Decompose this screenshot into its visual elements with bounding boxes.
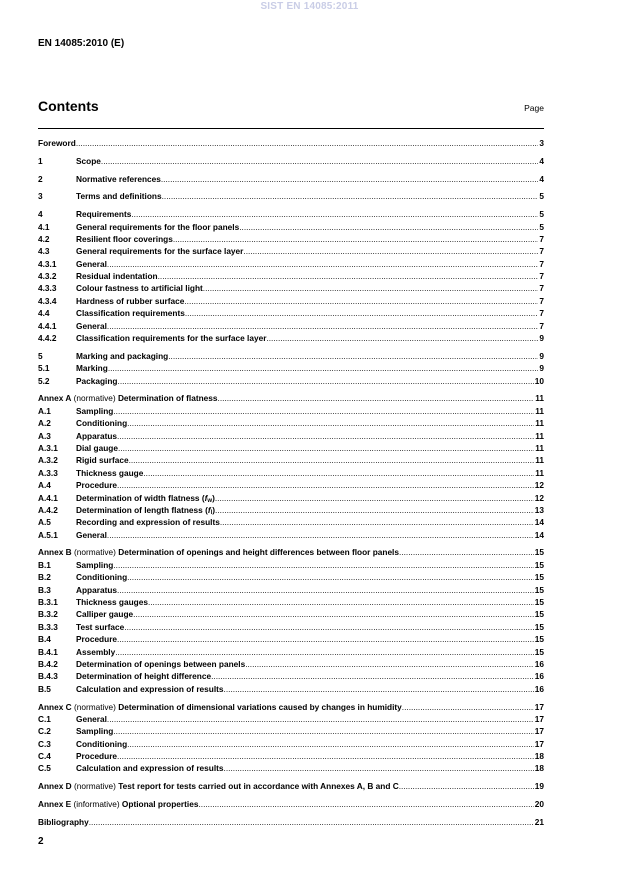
toc-entry-page: 4 <box>539 173 544 184</box>
toc-entry[interactable] <box>38 750 544 762</box>
toc-entry-number: B.3.3 <box>38 621 58 632</box>
toc-entry-text: Foreword <box>38 138 76 148</box>
toc-entry[interactable] <box>38 392 544 404</box>
toc-entry[interactable] <box>38 270 544 282</box>
toc-entry-text: General requirements for the surface layer <box>76 246 244 257</box>
toc-entry-number: 2 <box>38 173 43 184</box>
toc-entry-number: 5 <box>38 350 43 361</box>
toc-entry-page: 18 <box>534 763 544 774</box>
toc-entry-text: General <box>76 258 107 269</box>
page-number: 2 <box>38 836 44 847</box>
toc-entry[interactable] <box>38 798 544 810</box>
toc-entry-text: Terms and definitions <box>76 191 162 202</box>
toc-entry-page: 5 <box>539 209 544 220</box>
toc-entry[interactable] <box>38 670 544 682</box>
annex-type: (normative) <box>71 701 119 712</box>
toc-entry-page: 9 <box>539 350 544 361</box>
toc-entry[interactable] <box>38 762 544 774</box>
toc-entry-number: B.4.3 <box>38 671 58 682</box>
toc-entry-text: Test report for tests carried out in accordance with Annexes A, B and C <box>118 781 399 792</box>
toc-entry-title <box>76 270 538 282</box>
toc-entry-page: 16 <box>534 671 544 682</box>
toc-entry-page: 4 <box>539 155 544 166</box>
toc-entry-text: Classification requirements <box>76 308 185 319</box>
toc-entry-title <box>76 596 534 608</box>
toc-entry-text: Determination of length flatness ( <box>76 504 208 515</box>
toc-entry-title <box>76 584 534 596</box>
toc-entry-number: C.4 <box>38 751 51 762</box>
table-of-contents <box>38 137 544 828</box>
toc-entry-title <box>76 713 534 725</box>
toc-entry-title <box>76 417 534 429</box>
toc-entry-title <box>76 155 538 167</box>
toc-entry-title <box>76 350 538 362</box>
toc-entry-text: Conditioning <box>76 738 128 749</box>
toc-entry[interactable] <box>38 529 544 541</box>
toc-entry-text: Apparatus <box>76 584 118 595</box>
toc-entry-page: 7 <box>539 233 544 244</box>
toc-entry-title <box>38 137 538 149</box>
toc-entry-title <box>76 529 534 541</box>
toc-entry[interactable] <box>38 492 544 504</box>
toc-entry-page: 11 <box>535 405 544 416</box>
toc-entry-text: General requirements for the floor panels <box>76 221 240 232</box>
toc-entry[interactable] <box>38 608 544 620</box>
toc-entry-number: A.1 <box>38 405 51 416</box>
toc-entry-title <box>76 332 538 344</box>
toc-entry-number: A.3.1 <box>38 442 58 453</box>
annex-label: Annex D <box>38 781 72 792</box>
toc-entry-title <box>76 670 534 682</box>
toc-entry[interactable] <box>38 816 544 828</box>
annex-label: Annex C <box>38 701 72 712</box>
toc-entry-text: Conditioning <box>76 418 128 429</box>
toc-entry[interactable] <box>38 221 544 233</box>
toc-entry-title <box>76 646 534 658</box>
toc-entry-title <box>76 479 534 491</box>
toc-entry[interactable] <box>38 295 544 307</box>
toc-entry[interactable] <box>38 362 544 374</box>
toc-entry[interactable] <box>38 190 544 202</box>
toc-entry-text: Determination of dimensional variations caused by changes in humidity <box>118 701 402 712</box>
toc-entry-text: Sampling <box>76 559 114 570</box>
toc-entry-text: Determination of openings and height differences between floor panels <box>118 547 399 558</box>
toc-entry-title <box>76 738 534 750</box>
toc-entry-page: 17 <box>534 701 544 712</box>
annex-label: Annex B <box>38 547 72 558</box>
toc-entry-page: 17 <box>534 738 544 749</box>
toc-entry-page: 15 <box>534 597 544 608</box>
toc-entry-number: C.3 <box>38 738 51 749</box>
toc-entry-number: 4.3 <box>38 246 50 257</box>
toc-entry[interactable] <box>38 633 544 645</box>
toc-entry[interactable] <box>38 504 544 516</box>
toc-entry-page: 7 <box>539 283 544 294</box>
toc-entry-number: 4.3.2 <box>38 271 57 282</box>
toc-entry-title <box>76 492 534 504</box>
toc-entry-title <box>76 683 534 695</box>
toc-entry-page: 15 <box>534 572 544 583</box>
toc-entry-text: Residual indentation <box>76 271 158 282</box>
toc-entry-page: 16 <box>534 683 544 694</box>
toc-entry-title <box>76 307 538 319</box>
toc-entry-page: 7 <box>539 295 544 306</box>
toc-entry-number: B.3.1 <box>38 597 58 608</box>
toc-entry-text: Test surface <box>76 621 125 632</box>
toc-entry-title <box>76 282 538 294</box>
toc-entry-number: C.5 <box>38 763 51 774</box>
toc-entry-page: 15 <box>534 584 544 595</box>
page-title: Contents <box>38 98 99 114</box>
toc-entry-page: 13 <box>534 504 544 515</box>
annex-type: (normative) <box>71 393 118 404</box>
toc-entry-page: 15 <box>534 646 544 657</box>
toc-entry[interactable] <box>38 173 544 185</box>
toc-entry-title <box>76 362 538 374</box>
annex-type: (informative) <box>71 799 122 810</box>
toc-entry-number: A.3.2 <box>38 455 58 466</box>
toc-entry-page: 11 <box>535 455 544 466</box>
toc-entry-text: Determination of flatness <box>117 393 218 404</box>
toc-entry[interactable] <box>38 658 544 670</box>
toc-entry-text-end: ) <box>212 504 216 515</box>
toc-entry-number: 1 <box>38 155 43 166</box>
toc-entry[interactable] <box>38 320 544 332</box>
toc-entry-title <box>76 571 534 583</box>
toc-entry[interactable] <box>38 621 544 633</box>
toc-entry-page: 7 <box>539 308 544 319</box>
toc-entry-text: Marking <box>76 363 108 374</box>
formula-symbol: f <box>204 492 208 503</box>
toc-entry-title <box>76 221 538 233</box>
toc-entry-text: Determination of width flatness ( <box>76 492 205 503</box>
toc-entry-title <box>76 442 534 454</box>
toc-entry[interactable] <box>38 332 544 344</box>
toc-entry-number: A.3.3 <box>38 467 58 478</box>
toc-entry-number: A.2 <box>38 418 51 429</box>
toc-entry-page: 9 <box>539 363 544 374</box>
toc-entry-text: Determination of openings between panels <box>76 658 246 669</box>
toc-entry[interactable] <box>38 646 544 658</box>
toc-entry-page: 11 <box>535 467 544 478</box>
toc-entry[interactable] <box>38 155 544 167</box>
toc-entry-number: B.3.2 <box>38 609 58 620</box>
toc-entry-number: 4 <box>38 209 43 220</box>
toc-entry[interactable] <box>38 454 544 466</box>
formula-subscript: l <box>210 509 213 516</box>
toc-entry-text: Optional properties <box>121 799 199 810</box>
toc-entry-text: Hardness of rubber surface <box>76 295 185 306</box>
toc-entry-title <box>38 816 534 828</box>
toc-entry-title <box>38 798 534 810</box>
toc-entry-title <box>76 208 538 220</box>
toc-entry-text: General <box>76 320 107 331</box>
toc-entry-title <box>76 621 534 633</box>
toc-entry[interactable] <box>38 208 544 220</box>
toc-entry-number: 4.3.3 <box>38 283 57 294</box>
toc-entry-number: 5.2 <box>38 375 50 386</box>
toc-entry-text: Normative references <box>76 173 161 184</box>
toc-entry[interactable] <box>38 245 544 257</box>
toc-entry[interactable] <box>38 683 544 695</box>
toc-entry-title <box>76 320 538 332</box>
watermark: SIST EN 14085:2011 <box>260 1 359 12</box>
toc-entry-page: 19 <box>534 781 544 792</box>
toc-entry-text: Rigid surface <box>76 455 129 466</box>
toc-entry-title <box>76 750 534 762</box>
toc-entry-page: 17 <box>534 726 544 737</box>
page-column-label: Page <box>524 103 544 113</box>
toc-entry-page: 11 <box>535 393 544 404</box>
toc-entry[interactable] <box>38 479 544 491</box>
toc-entry-number: A.4.1 <box>38 492 58 503</box>
toc-entry-title <box>76 233 538 245</box>
toc-entry[interactable] <box>38 701 544 713</box>
toc-entry[interactable] <box>38 137 544 149</box>
toc-entry-page: 18 <box>534 751 544 762</box>
toc-entry-text: Apparatus <box>76 430 118 441</box>
toc-entry-number: A.4.2 <box>38 504 58 515</box>
annex-label: Annex A <box>38 393 72 404</box>
toc-entry-text: Recording and expression of results <box>76 517 220 528</box>
toc-entry-page: 11 <box>535 430 544 441</box>
toc-entry-text-end: ) <box>212 492 215 503</box>
toc-entry[interactable] <box>38 516 544 528</box>
toc-entry-number: C.1 <box>38 713 51 724</box>
toc-entry[interactable] <box>38 350 544 362</box>
toc-entry-page: 11 <box>535 418 544 429</box>
toc-entry-page: 21 <box>534 816 544 827</box>
toc-entry[interactable] <box>38 467 544 479</box>
toc-entry[interactable] <box>38 375 544 387</box>
toc-entry-number: A.4 <box>38 480 51 491</box>
toc-entry-text: Marking and packaging <box>76 350 169 361</box>
toc-entry-text: Thickness gauge <box>76 467 144 478</box>
toc-entry-number: B.1 <box>38 559 51 570</box>
toc-entry-page: 14 <box>534 517 544 528</box>
toc-entry-title <box>76 559 534 571</box>
toc-entry-number: 4.4.2 <box>38 333 57 344</box>
toc-entry-number: C.2 <box>38 726 51 737</box>
toc-entry-text: Assembly <box>76 646 116 657</box>
annex-type: (normative) <box>71 547 119 558</box>
toc-entry-title <box>38 392 534 404</box>
toc-entry[interactable] <box>38 596 544 608</box>
toc-entry-page: 3 <box>539 138 544 148</box>
toc-entry-text: Determination of height difference <box>76 671 212 682</box>
toc-entry-text: Bibliography <box>38 816 89 827</box>
toc-entry-text: Procedure <box>76 480 118 491</box>
formula-subscript: w <box>207 497 213 504</box>
toc-entry-title <box>76 454 534 466</box>
toc-entry[interactable] <box>38 584 544 596</box>
toc-entry-page: 7 <box>539 271 544 282</box>
toc-entry[interactable] <box>38 571 544 583</box>
toc-entry-title <box>38 780 534 792</box>
toc-entry-number: B.2 <box>38 572 51 583</box>
toc-entry-text: Packaging <box>76 375 118 386</box>
toc-entry-title <box>38 546 534 558</box>
toc-entry[interactable] <box>38 233 544 245</box>
toc-entry[interactable] <box>38 282 544 294</box>
toc-entry-page: 15 <box>534 559 544 570</box>
toc-entry-title <box>76 190 538 202</box>
toc-entry-text: Procedure <box>76 634 118 645</box>
toc-entry-number: 4.4 <box>38 308 50 319</box>
toc-entry-title <box>76 405 534 417</box>
toc-entry-number: 4.2 <box>38 233 50 244</box>
toc-entry-title <box>76 467 534 479</box>
toc-entry-number: B.4 <box>38 634 51 645</box>
toc-entry-page: 7 <box>539 258 544 269</box>
document-id: EN 14085:2010 (E) <box>38 38 125 49</box>
toc-entry-page: 20 <box>534 799 544 810</box>
toc-entry-title <box>38 701 534 713</box>
toc-entry-text: Calculation and expression of results <box>76 683 224 694</box>
toc-entry-text: General <box>76 713 107 724</box>
toc-entry-number: 4.3.4 <box>38 295 57 306</box>
toc-entry-title <box>76 375 534 387</box>
toc-entry-text: Procedure <box>76 751 118 762</box>
toc-entry-page: 17 <box>534 713 544 724</box>
toc-entry-title <box>76 658 534 670</box>
toc-entry-page: 15 <box>534 609 544 620</box>
toc-entry[interactable] <box>38 780 544 792</box>
title-divider <box>38 128 544 129</box>
toc-entry-text: Thickness gauges <box>76 597 148 608</box>
annex-label: Annex E <box>38 799 72 810</box>
toc-entry-text: Scope <box>76 155 101 166</box>
toc-entry[interactable] <box>38 307 544 319</box>
toc-entry[interactable] <box>38 725 544 737</box>
toc-entry-page: 9 <box>539 333 544 344</box>
toc-entry-number: 3 <box>38 191 43 202</box>
toc-entry-text: Colour fastness to artificial light <box>76 283 203 294</box>
toc-entry-text: Classification requirements for the surface layer <box>76 333 267 344</box>
formula-symbol: f <box>207 504 211 515</box>
toc-entry-number: B.3 <box>38 584 51 595</box>
toc-entry-number: 4.3.1 <box>38 258 57 269</box>
toc-entry-title <box>76 762 534 774</box>
toc-entry-text: Sampling <box>76 405 114 416</box>
toc-entry-text: Sampling <box>76 726 114 737</box>
toc-entry-number: A.3 <box>38 430 51 441</box>
toc-entry-page: 12 <box>534 480 544 491</box>
toc-entry-title <box>76 725 534 737</box>
toc-entry-title <box>76 430 534 442</box>
toc-entry-title <box>76 504 534 516</box>
toc-entry-page: 7 <box>539 320 544 331</box>
toc-entry-title <box>76 633 534 645</box>
toc-entry-text: General <box>76 529 107 540</box>
toc-entry-page: 5 <box>539 221 544 232</box>
toc-entry[interactable] <box>38 559 544 571</box>
toc-entry-number: A.5.1 <box>38 529 58 540</box>
toc-entry-title <box>76 516 534 528</box>
toc-entry-text: Resilient floor coverings <box>76 233 173 244</box>
toc-entry-page: 10 <box>534 375 544 386</box>
toc-entry-number: 5.1 <box>38 363 50 374</box>
toc-entry-title <box>76 245 538 257</box>
toc-entry[interactable] <box>38 546 544 558</box>
toc-entry[interactable] <box>38 430 544 442</box>
toc-entry-page: 14 <box>534 529 544 540</box>
toc-entry-text: Requirements <box>76 209 132 220</box>
toc-entry-page: 5 <box>539 191 544 202</box>
toc-entry-text: Dial gauge <box>76 442 118 453</box>
toc-entry-number: 4.1 <box>38 221 50 232</box>
toc-entry-title <box>76 258 538 270</box>
toc-entry-title <box>76 608 534 620</box>
toc-entry[interactable] <box>38 442 544 454</box>
toc-entry[interactable] <box>38 405 544 417</box>
toc-entry[interactable] <box>38 417 544 429</box>
toc-entry-page: 7 <box>539 246 544 257</box>
toc-entry-title <box>76 295 538 307</box>
toc-entry-number: B.4.2 <box>38 658 58 669</box>
toc-entry-page: 15 <box>534 634 544 645</box>
toc-entry-page: 15 <box>534 547 544 558</box>
toc-entry-title <box>76 173 538 185</box>
annex-type: (normative) <box>71 781 119 792</box>
toc-entry-page: 12 <box>534 492 544 503</box>
toc-entry-page: 11 <box>535 442 544 453</box>
toc-entry-text: Conditioning <box>76 572 128 583</box>
toc-entry-page: 16 <box>534 658 544 669</box>
toc-entry[interactable] <box>38 738 544 750</box>
toc-entry-number: 4.4.1 <box>38 320 57 331</box>
toc-entry-text: Calliper gauge <box>76 609 134 620</box>
toc-entry-page: 15 <box>534 621 544 632</box>
toc-entry-number: B.4.1 <box>38 646 58 657</box>
toc-entry[interactable] <box>38 258 544 270</box>
toc-entry[interactable] <box>38 713 544 725</box>
toc-entry-number: A.5 <box>38 517 51 528</box>
toc-entry-text: Calculation and expression of results <box>76 763 224 774</box>
toc-entry-number: B.5 <box>38 683 51 694</box>
